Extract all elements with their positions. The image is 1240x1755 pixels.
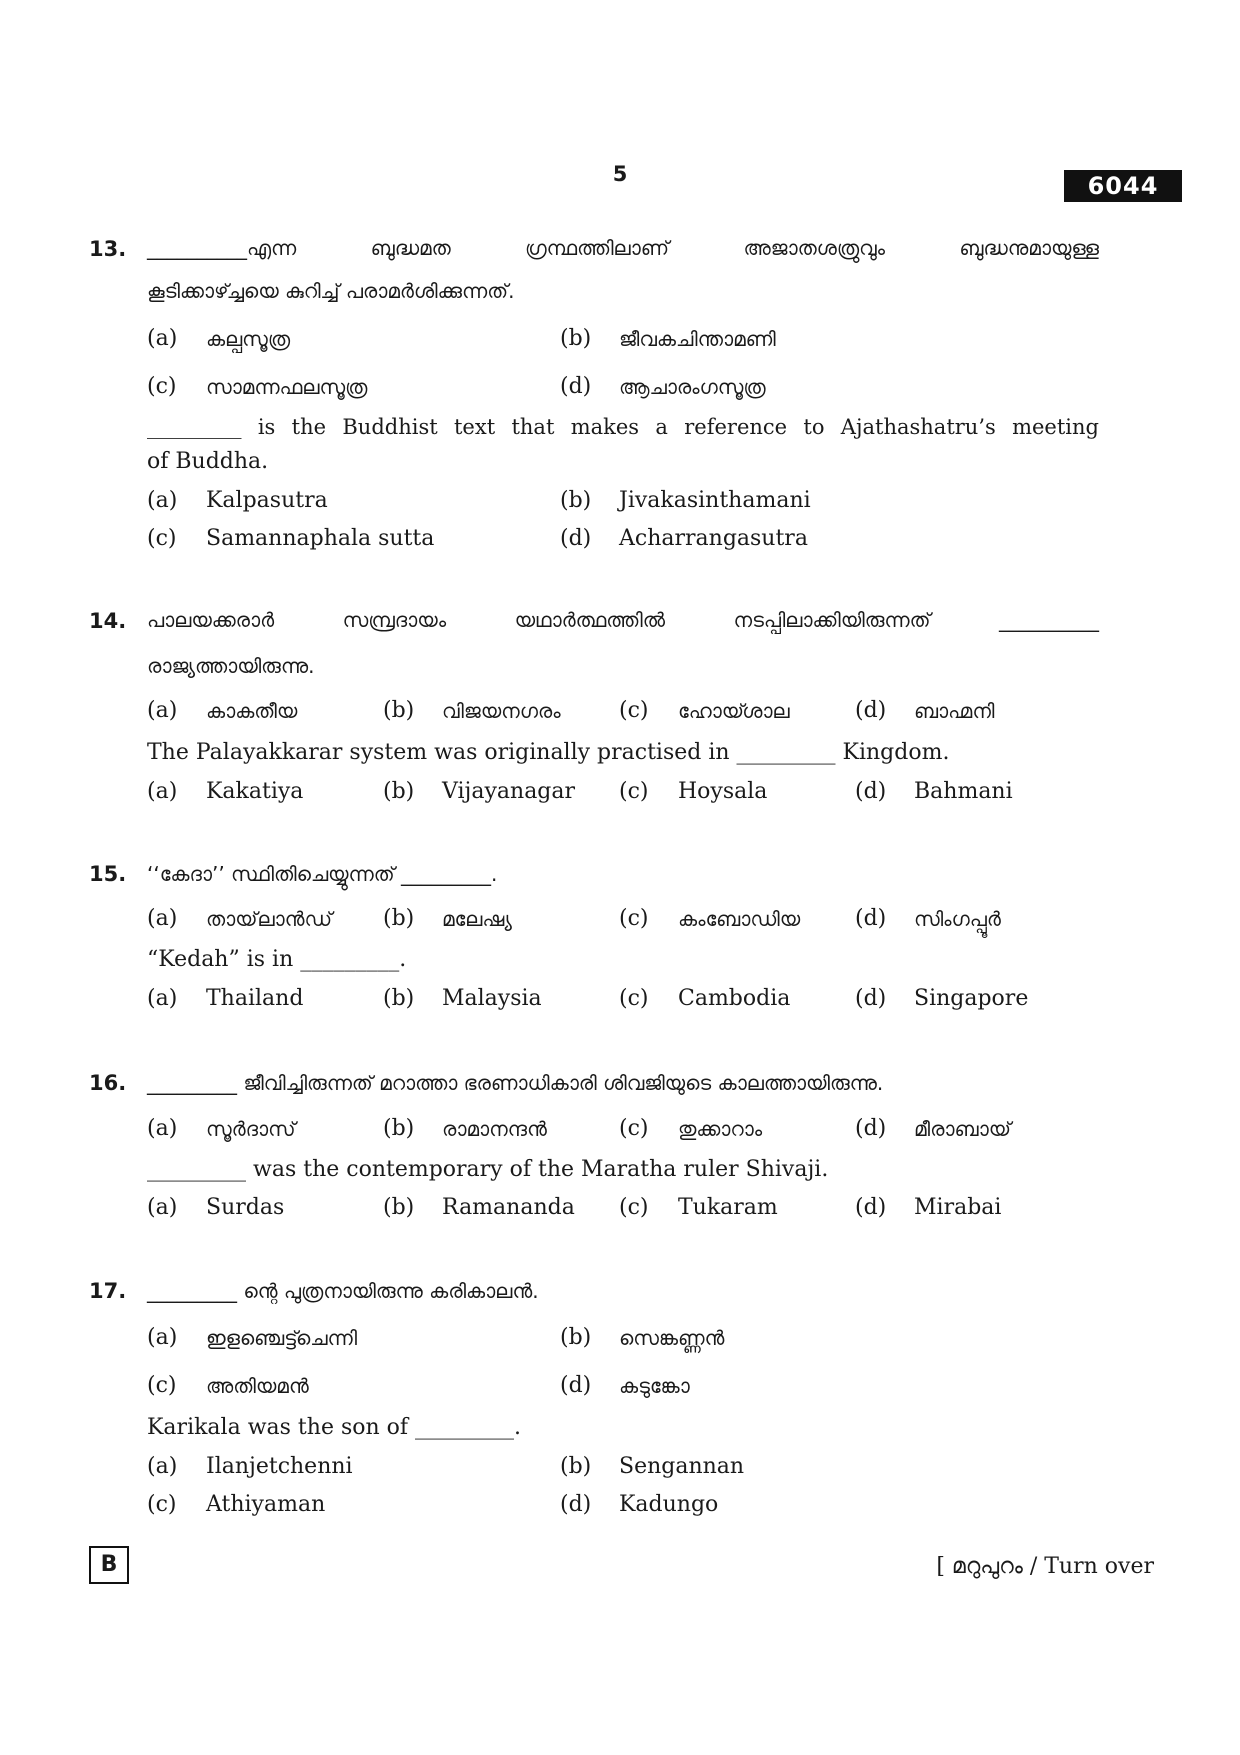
option-label: (a) [147,1116,178,1141]
option-label: (d) [855,1195,887,1220]
option-d-english: Mirabai [914,1195,1002,1220]
option-label: (d) [560,374,592,399]
option-c-malayalam: കംബോഡിയ [678,907,801,931]
question-text-english: _________ is the Buddhist text that makes a reference to Ajathashatru’s meeting [147,415,1099,439]
option-label: (c) [619,906,649,931]
question-number: 16. [89,1071,127,1095]
page-number: 5 [612,162,628,186]
option-a-malayalam: കല്പസൂത്ര [206,327,291,351]
option-label: (a) [147,488,178,513]
question-number: 14. [89,609,127,633]
option-b-english: Vijayanagar [442,779,576,804]
option-b-malayalam: വിജയനഗരം [442,699,561,723]
paper-code-badge: 6044 [1064,170,1182,202]
option-c-english: Samannaphala sutta [206,526,435,551]
option-b-malayalam: രാമാനന്ദൻ [442,1117,547,1141]
option-d-malayalam: സിംഗപ്പൂർ [914,907,1001,931]
option-label: (a) [147,1325,178,1350]
question-text-english: _________ was the contemporary of the Maratha ruler Shivaji. [147,1157,829,1182]
option-c-malayalam: അതിയമൻ [206,1374,309,1398]
option-label: (b) [383,906,415,931]
option-b-english: Ramananda [442,1195,575,1220]
option-label: (a) [147,326,178,351]
option-label: (c) [147,526,177,551]
option-label: (c) [619,986,649,1011]
question-text-english: of Buddha. [147,449,269,474]
question-text-english: “Kedah” is in _________. [147,947,407,972]
question-number: 17. [89,1279,127,1303]
option-a-english: Thailand [206,986,304,1011]
option-label: (a) [147,779,178,804]
option-label: (b) [560,1454,592,1479]
question-number: 15. [89,862,127,886]
option-b-english: Jivakasinthamani [619,488,811,513]
question-text-malayalam: രാജ്യത്തായിരുന്നു. [147,654,315,678]
option-label: (d) [855,698,887,723]
turn-over-label: [ മറുപുറം / Turn over [936,1554,1154,1579]
option-label: (b) [560,488,592,513]
question-text-english: The Palayakkarar system was originally practised in _________ Kingdom. [147,740,950,765]
option-label: (d) [560,526,592,551]
option-label: (c) [619,1195,649,1220]
option-label: (b) [560,1325,592,1350]
option-c-english: Tukaram [678,1195,778,1220]
option-label: (d) [855,1116,887,1141]
option-label: (c) [147,1373,177,1398]
option-label: (b) [560,326,592,351]
option-label: (b) [383,698,415,723]
question-text-malayalam: ‘‘കേദാ’’ സ്ഥിതിചെയ്യുന്നത് _________. [147,862,498,886]
option-a-english: Surdas [206,1195,285,1220]
option-label: (d) [855,986,887,1011]
option-label: (a) [147,1454,178,1479]
question-number: 13. [89,237,127,261]
option-d-malayalam: ബാഹ്മനി [914,699,995,723]
option-label: (b) [383,779,415,804]
option-label: (c) [619,779,649,804]
question-text-malayalam: പാലയക്കരാർ സമ്പ്രദായം യഥാർത്ഥത്തിൽ നടപ്പിലാക്കിയിരുന്നത് __________ [147,608,1099,632]
option-label: (b) [383,986,415,1011]
option-a-english: Kakatiya [206,779,304,804]
option-c-malayalam: ഹോയ്ശാല [678,699,790,723]
option-b-malayalam: മലേഷ്യ [442,907,512,931]
option-c-english: Hoysala [678,779,768,804]
option-a-english: Kalpasutra [206,488,328,513]
option-c-malayalam: തുക്കാറാം [678,1117,763,1141]
option-a-malayalam: ഇളഞ്ചെട്ട്ചെന്നി [206,1326,358,1350]
option-label: (d) [855,906,887,931]
set-code-box: B [89,1546,129,1584]
option-a-malayalam: തായ്‌ലാൻഡ് [206,907,333,931]
option-d-malayalam: മീരാബായ് [914,1117,1011,1141]
option-label: (a) [147,986,178,1011]
option-b-malayalam: സെങ്കണ്ണൻ [619,1326,725,1350]
option-label: (c) [147,1492,177,1517]
option-label: (b) [383,1195,415,1220]
option-label: (c) [619,1116,649,1141]
option-label: (d) [560,1492,592,1517]
option-a-english: Ilanjetchenni [206,1454,353,1479]
option-d-malayalam: കടുങ്കോ [619,1374,690,1398]
option-label: (a) [147,906,178,931]
option-b-english: Sengannan [619,1454,745,1479]
option-label: (c) [147,374,177,399]
option-d-malayalam: ആചാരംഗസൂത്ര [619,375,766,399]
question-text-malayalam: _________ ജീവിച്ചിരുന്നത് മറാത്താ ഭരണാധികാരി ശിവജിയുടെ കാലത്തായിരുന്നു. [147,1071,884,1095]
question-text-malayalam: _________ ന്റെ പുത്രനായിരുന്നു കരികാലൻ. [147,1279,539,1303]
option-label: (a) [147,698,178,723]
option-a-malayalam: സൂർദാസ് [206,1117,296,1141]
option-label: (d) [855,779,887,804]
option-b-malayalam: ജീവകചിന്താമണി [619,327,776,351]
option-b-english: Malaysia [442,986,542,1011]
option-c-english: Cambodia [678,986,791,1011]
option-d-english: Bahmani [914,779,1013,804]
option-d-english: Acharrangasutra [619,526,808,551]
question-text-malayalam: __________എന്ന ബുദ്ധമത ഗ്രന്ഥത്തിലാണ് അജാതശത്രുവും ബുദ്ധനുമായുള്ള [147,236,1099,260]
option-label: (d) [560,1373,592,1398]
question-text-malayalam: കൂടിക്കാഴ്ച്ചയെ കുറിച്ച് പരാമർശിക്കുന്നത്. [147,279,515,303]
option-d-english: Singapore [914,986,1029,1011]
option-a-malayalam: കാകതീയ [206,699,298,723]
option-label: (a) [147,1195,178,1220]
question-text-english: Karikala was the son of _________. [147,1415,522,1440]
option-label: (c) [619,698,649,723]
option-label: (b) [383,1116,415,1141]
option-c-malayalam: സാമന്നഫലസൂത്ര [206,375,368,399]
option-c-english: Athiyaman [206,1492,326,1517]
option-d-english: Kadungo [619,1492,719,1517]
